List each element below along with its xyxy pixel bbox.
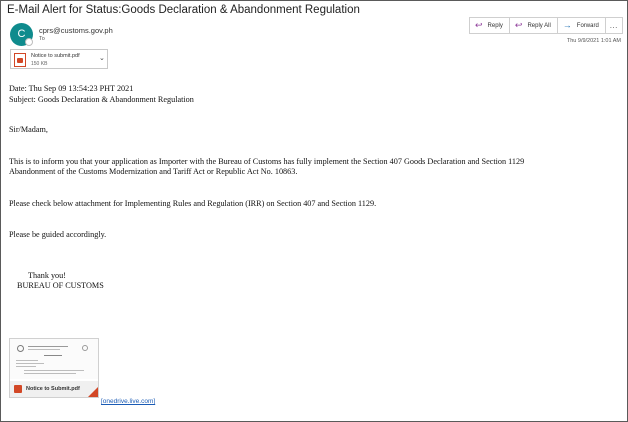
- reply-all-button[interactable]: [510, 17, 558, 34]
- forward-arrow-icon: →: [562, 20, 572, 30]
- sender-address[interactable]: cprs@customs.gov.ph: [39, 26, 113, 35]
- pdf-file-icon: [14, 385, 22, 393]
- pdf-file-icon: [14, 53, 26, 67]
- presence-status-icon: [25, 38, 33, 46]
- body-date-line: Date: Thu Sep 09 13:54:23 PHT 2021: [9, 84, 134, 93]
- forward-label: Forward: [576, 22, 599, 29]
- attachment-name: Notice to submit.pdf: [31, 53, 80, 59]
- body-subject-line: Subject: Goods Declaration & Abandonment Regulation: [9, 95, 194, 104]
- reply-button[interactable]: [469, 17, 510, 34]
- email-subject: E-Mail Alert for Status:Goods Declaration & Abandonment Regulation: [7, 4, 360, 16]
- attachment-card[interactable]: [10, 49, 108, 69]
- reply-all-icon: ↩: [514, 20, 523, 30]
- body-paragraph-2: Please check below attachment for Implementing Rules and Regulation (IRR) on Section 407 and Section 1129.: [9, 199, 377, 208]
- body-paragraph-1-line-1: This is to inform you that your application as Importer with the Bureau of Customs has fully implement the Section 407 Goods Declaration and Section 1129: [9, 157, 525, 166]
- attachment-preview-card[interactable]: [9, 338, 99, 398]
- more-actions-button[interactable]: [606, 17, 623, 34]
- onedrive-link[interactable]: [onedrive.live.com]: [101, 398, 156, 405]
- recipient-label: To: [39, 36, 45, 42]
- reply-label: Reply: [487, 22, 503, 29]
- message-actions-toolbar: [469, 17, 623, 34]
- body-signature: BUREAU OF CUSTOMS: [17, 281, 104, 290]
- sender-avatar[interactable]: C: [10, 23, 33, 46]
- body-greeting: Sir/Madam,: [9, 125, 48, 134]
- logo-icon: [82, 345, 88, 351]
- document-thumbnail: [10, 339, 98, 379]
- body-thanks: Thank you!: [28, 271, 66, 280]
- reply-arrow-icon: ↩: [475, 20, 483, 30]
- more-icon: ...: [609, 21, 618, 30]
- reply-all-label: Reply All: [527, 22, 551, 29]
- pdf-corner-icon: [86, 387, 98, 398]
- body-paragraph-1-line-2: Abandonment of the Customs Modernization and Tariff Act or Republic Act No. 10863.: [9, 167, 298, 176]
- preview-file-name: Notice to Submit.pdf: [26, 386, 80, 392]
- received-date: Thu 9/9/2021 1:01 AM: [566, 38, 621, 44]
- body-paragraph-3: Please be guided accordingly.: [9, 230, 107, 239]
- attachment-size: 150 KB: [31, 61, 48, 67]
- seal-icon: [17, 345, 24, 352]
- forward-button[interactable]: [558, 17, 606, 34]
- chevron-down-icon[interactable]: ⌄: [99, 55, 105, 62]
